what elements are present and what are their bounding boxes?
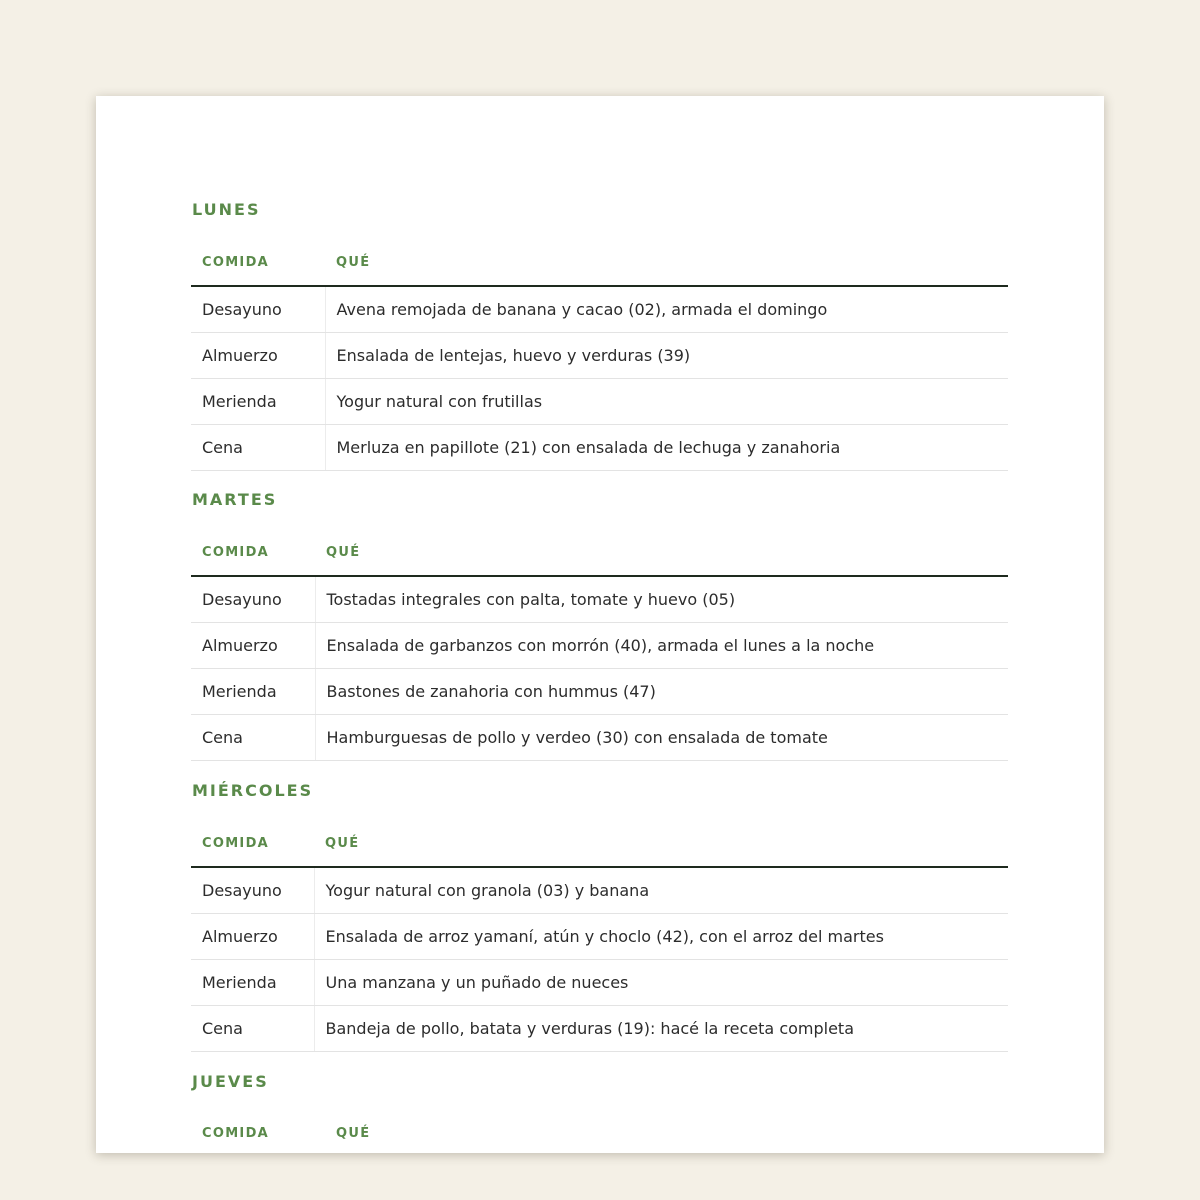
column-header-meal: COMIDA bbox=[191, 1110, 325, 1153]
day-title-miercoles: MIÉRCOLES bbox=[192, 781, 314, 800]
meal-cell: Desayuno bbox=[191, 286, 325, 333]
dish-cell: Avena remojada de banana y cacao (02), armada el domingo bbox=[325, 286, 1008, 333]
day-title-martes: MARTES bbox=[192, 490, 278, 509]
dish-cell: Hamburguesas de pollo y verdeo (30) con ensalada de tomate bbox=[315, 715, 1008, 761]
dish-cell: Tostadas integrales con palta, tomate y huevo (05) bbox=[315, 576, 1008, 623]
meal-cell: Merienda bbox=[191, 960, 314, 1006]
table-header-row bbox=[191, 1110, 1008, 1153]
meal-cell: Cena bbox=[191, 1006, 314, 1052]
dish-cell: Ensalada de garbanzos con morrón (40), armada el lunes a la noche bbox=[315, 623, 1008, 669]
column-header-what: QUÉ bbox=[315, 529, 1008, 576]
meal-cell: Merienda bbox=[191, 379, 325, 425]
table-row bbox=[191, 669, 1008, 715]
meal-table-martes bbox=[191, 529, 1008, 761]
column-header-meal: COMIDA bbox=[191, 529, 315, 576]
column-header-what: QUÉ bbox=[325, 1110, 1008, 1153]
meal-table-lunes bbox=[191, 239, 1008, 471]
dish-cell: Bandeja de pollo, batata y verduras (19): hacé la receta completa bbox=[314, 1006, 1008, 1052]
table-row bbox=[191, 715, 1008, 761]
table-row bbox=[191, 286, 1008, 333]
dish-cell: Ensalada de lentejas, huevo y verduras (39) bbox=[325, 333, 1008, 379]
dish-cell: Yogur natural con granola (03) y banana bbox=[314, 867, 1008, 914]
table-row bbox=[191, 1006, 1008, 1052]
meal-cell: Almuerzo bbox=[191, 623, 315, 669]
dish-cell: Yogur natural con frutillas bbox=[325, 379, 1008, 425]
table-header-row bbox=[191, 239, 1008, 286]
meal-table-miercoles bbox=[191, 820, 1008, 1052]
table-row bbox=[191, 867, 1008, 914]
meal-cell: Almuerzo bbox=[191, 914, 314, 960]
meal-cell: Almuerzo bbox=[191, 333, 325, 379]
meal-plan-page bbox=[96, 96, 1104, 1153]
table-row bbox=[191, 576, 1008, 623]
column-header-what: QUÉ bbox=[314, 820, 1008, 867]
meal-cell: Desayuno bbox=[191, 867, 314, 914]
table-row bbox=[191, 914, 1008, 960]
dish-cell: Ensalada de arroz yamaní, atún y choclo (42), con el arroz del martes bbox=[314, 914, 1008, 960]
meal-cell: Cena bbox=[191, 425, 325, 471]
day-title-lunes: LUNES bbox=[192, 200, 261, 219]
table-row bbox=[191, 425, 1008, 471]
meal-cell: Merienda bbox=[191, 669, 315, 715]
meal-cell: Desayuno bbox=[191, 576, 315, 623]
column-header-what: QUÉ bbox=[325, 239, 1008, 286]
dish-cell: Una manzana y un puñado de nueces bbox=[314, 960, 1008, 1006]
meal-table-jueves bbox=[191, 1110, 1008, 1153]
table-row bbox=[191, 960, 1008, 1006]
table-row bbox=[191, 379, 1008, 425]
dish-cell: Merluza en papillote (21) con ensalada de lechuga y zanahoria bbox=[325, 425, 1008, 471]
table-header-row bbox=[191, 820, 1008, 867]
table-header-row bbox=[191, 529, 1008, 576]
column-header-meal: COMIDA bbox=[191, 820, 314, 867]
dish-cell: Bastones de zanahoria con hummus (47) bbox=[315, 669, 1008, 715]
day-title-jueves: JUEVES bbox=[192, 1072, 269, 1091]
table-row bbox=[191, 333, 1008, 379]
table-row bbox=[191, 623, 1008, 669]
meal-cell: Cena bbox=[191, 715, 315, 761]
column-header-meal: COMIDA bbox=[191, 239, 325, 286]
